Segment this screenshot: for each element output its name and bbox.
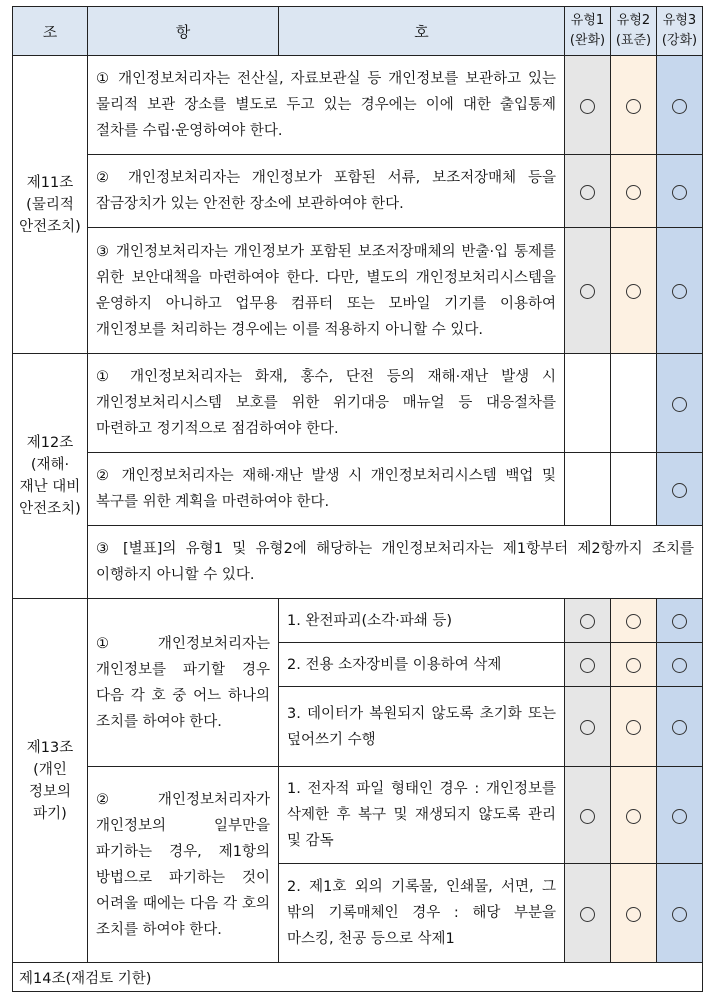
art12-p2-type2 bbox=[611, 453, 657, 526]
art14-title: 제14조(재검토 기한) bbox=[13, 963, 703, 992]
art13-title bbox=[13, 599, 88, 963]
art13-p1-item-3: 3. 데이터가 복원되지 않도록 초기화 또는 덮어쓰기 수행 bbox=[279, 687, 565, 767]
art12-p2-type3 bbox=[657, 453, 703, 526]
art13-p2-i1-type3 bbox=[657, 767, 703, 864]
header-type3 bbox=[657, 7, 703, 56]
circle-mark-icon bbox=[580, 809, 595, 824]
art13-p1: ① 개인정보처리자는 개인정보를 파기할 경우 다음 각 호 중 어느 하나의 조치를 하여야 한다. bbox=[88, 599, 279, 767]
art13-p1-i2-type3 bbox=[657, 643, 703, 687]
art13-p2-i2-type2 bbox=[611, 864, 657, 963]
circle-mark-icon bbox=[580, 907, 595, 922]
art13-row-1 bbox=[13, 599, 703, 643]
art11-p2-type1 bbox=[565, 155, 611, 228]
circle-mark-icon bbox=[580, 284, 595, 299]
art11-p3-type1 bbox=[565, 228, 611, 354]
art13-p1-i2-type2 bbox=[611, 643, 657, 687]
art12-title-3: 재난 대비 bbox=[19, 479, 81, 495]
art13-row-4 bbox=[13, 767, 703, 864]
art13-title-4: 파기) bbox=[33, 805, 67, 822]
art13-p2-i1-type2 bbox=[611, 767, 657, 864]
art13-p1-i2-type1 bbox=[565, 643, 611, 687]
art12-p1-type2 bbox=[611, 354, 657, 453]
art12-title-1: 제12조 bbox=[26, 435, 74, 451]
circle-mark-icon bbox=[672, 614, 687, 629]
art13-p2-item-2: 2. 제1호 외의 기록물, 인쇄물, 서면, 그 밖의 기록매체인 경우 : 해당 부분을 마스킹, 천공 등으로 삭제1 bbox=[279, 864, 565, 963]
art12-title bbox=[13, 354, 88, 599]
type3-sub: (강화) bbox=[661, 33, 698, 48]
header-type2 bbox=[611, 7, 657, 56]
art11-p3-type3 bbox=[657, 228, 703, 354]
art12-p2-type1 bbox=[565, 453, 611, 526]
art13-p2-i2-type3 bbox=[657, 864, 703, 963]
header-hang: 항 bbox=[88, 7, 279, 56]
art13-p1-i3-type2 bbox=[611, 687, 657, 767]
circle-mark-icon bbox=[626, 809, 641, 824]
circle-mark-icon bbox=[626, 907, 641, 922]
circle-mark-icon bbox=[580, 185, 595, 200]
circle-mark-icon bbox=[672, 809, 687, 824]
type1-sub: (완화) bbox=[569, 33, 606, 48]
circle-mark-icon bbox=[672, 397, 687, 412]
header-row bbox=[13, 7, 703, 56]
circle-mark-icon bbox=[672, 483, 687, 498]
art11-row-1 bbox=[13, 56, 703, 155]
circle-mark-icon bbox=[672, 185, 687, 200]
art11-p2: ② 개인정보처리자는 개인정보가 포함된 서류, 보조저장매체 등을 잠금장치가 있는 안전한 장소에 보관하여야 한다. bbox=[88, 155, 565, 228]
security-measures-table bbox=[12, 6, 703, 992]
art13-p1-item-1: 1. 완전파괴(소각·파쇄 등) bbox=[279, 599, 565, 643]
art11-p1-type1 bbox=[565, 56, 611, 155]
art13-p1-item-2: 2. 전용 소자장비를 이용하여 삭제 bbox=[279, 643, 565, 687]
art13-p2-i2-type1 bbox=[565, 864, 611, 963]
art13-p1-i3-type3 bbox=[657, 687, 703, 767]
art13-p2-item-1: 1. 전자적 파일 형태인 경우 : 개인정보를 삭제한 후 복구 및 재생되지 않도록 관리 및 감독 bbox=[279, 767, 565, 864]
art11-p2-type3 bbox=[657, 155, 703, 228]
art13-p1-i1-type3 bbox=[657, 599, 703, 643]
art12-p1-type1 bbox=[565, 354, 611, 453]
circle-mark-icon bbox=[626, 720, 641, 735]
art12-title-4: 안전조치) bbox=[19, 501, 81, 517]
circle-mark-icon bbox=[580, 658, 595, 673]
type2-sub: (표준) bbox=[615, 33, 652, 48]
art12-title-2: (재해· bbox=[30, 457, 70, 473]
circle-mark-icon bbox=[672, 907, 687, 922]
circle-mark-icon bbox=[626, 99, 641, 114]
art13-p1-i1-type1 bbox=[565, 599, 611, 643]
art13-title-3: 정보의 bbox=[28, 783, 72, 800]
art12-row-2 bbox=[13, 453, 703, 526]
art12-row-3 bbox=[13, 526, 703, 599]
circle-mark-icon bbox=[672, 284, 687, 299]
circle-mark-icon bbox=[672, 720, 687, 735]
art13-p2: ② 개인정보처리자가 개인정보의 일부만을 파기하는 경우, 제1항의 방법으로 파기하는 것이 어려울 때에는 다음 각 호의 조치를 하여야 한다. bbox=[88, 767, 279, 963]
art13-title-1: 제13조 bbox=[26, 739, 74, 756]
art12-p1-type3 bbox=[657, 354, 703, 453]
art11-p2-type2 bbox=[611, 155, 657, 228]
header-type1 bbox=[565, 7, 611, 56]
circle-mark-icon bbox=[626, 658, 641, 673]
art11-title bbox=[13, 56, 88, 354]
circle-mark-icon bbox=[580, 99, 595, 114]
circle-mark-icon bbox=[626, 614, 641, 629]
art11-p1-type3 bbox=[657, 56, 703, 155]
circle-mark-icon bbox=[626, 185, 641, 200]
art13-title-2: (개인 bbox=[33, 761, 67, 778]
art13-p1-i1-type2 bbox=[611, 599, 657, 643]
art11-title-1: 제11조 bbox=[26, 174, 74, 191]
circle-mark-icon bbox=[672, 99, 687, 114]
art11-p1-type2 bbox=[611, 56, 657, 155]
circle-mark-icon bbox=[580, 614, 595, 629]
header-jo: 조 bbox=[13, 7, 88, 56]
art11-p3: ③ 개인정보처리자는 개인정보가 포함된 보조저장매체의 반출·입 통제를 위한 보안대책을 마련하여야 한다. 다만, 별도의 개인정보처리시스템을 운영하지 아니하고 업무용 컴퓨터 또는 모바일 기기를 이용하여 개인정보를 처리하는 경우에는 이를 적용하지 아니할 수 있다. bbox=[88, 228, 565, 354]
art12-p2: ② 개인정보처리자는 재해·재난 발생 시 개인정보처리시스템 백업 및 복구를 위한 계획을 마련하여야 한다. bbox=[88, 453, 565, 526]
circle-mark-icon bbox=[580, 720, 595, 735]
art12-row-1 bbox=[13, 354, 703, 453]
header-ho: 호 bbox=[279, 7, 565, 56]
art11-title-2: (물리적 bbox=[26, 196, 74, 213]
type1-name: 유형1 bbox=[570, 13, 605, 28]
type2-name: 유형2 bbox=[616, 13, 651, 28]
art14-row bbox=[13, 963, 703, 992]
art11-title-3: 안전조치) bbox=[19, 218, 81, 235]
art13-p1-i3-type1 bbox=[565, 687, 611, 767]
art13-p2-i1-type1 bbox=[565, 767, 611, 864]
art12-p1: ① 개인정보처리자는 화재, 홍수, 단전 등의 재해·재난 발생 시 개인정보처리시스템 보호를 위한 위기대응 매뉴얼 등 대응절차를 마련하고 정기적으로 점검하여야 한다. bbox=[88, 354, 565, 453]
circle-mark-icon bbox=[626, 284, 641, 299]
art11-p3-type2 bbox=[611, 228, 657, 354]
art11-row-2 bbox=[13, 155, 703, 228]
art11-row-3 bbox=[13, 228, 703, 354]
type3-name: 유형3 bbox=[662, 13, 697, 28]
art12-p3: ③ [별표]의 유형1 및 유형2에 해당하는 개인정보처리자는 제1항부터 제2항까지 조치를 이행하지 아니할 수 있다. bbox=[88, 526, 703, 599]
circle-mark-icon bbox=[672, 658, 687, 673]
art11-p1: ① 개인정보처리자는 전산실, 자료보관실 등 개인정보를 보관하고 있는 물리적 보관 장소를 별도로 두고 있는 경우에는 이에 대한 출입통제 절차를 수립·운영하여야 한다. bbox=[88, 56, 565, 155]
